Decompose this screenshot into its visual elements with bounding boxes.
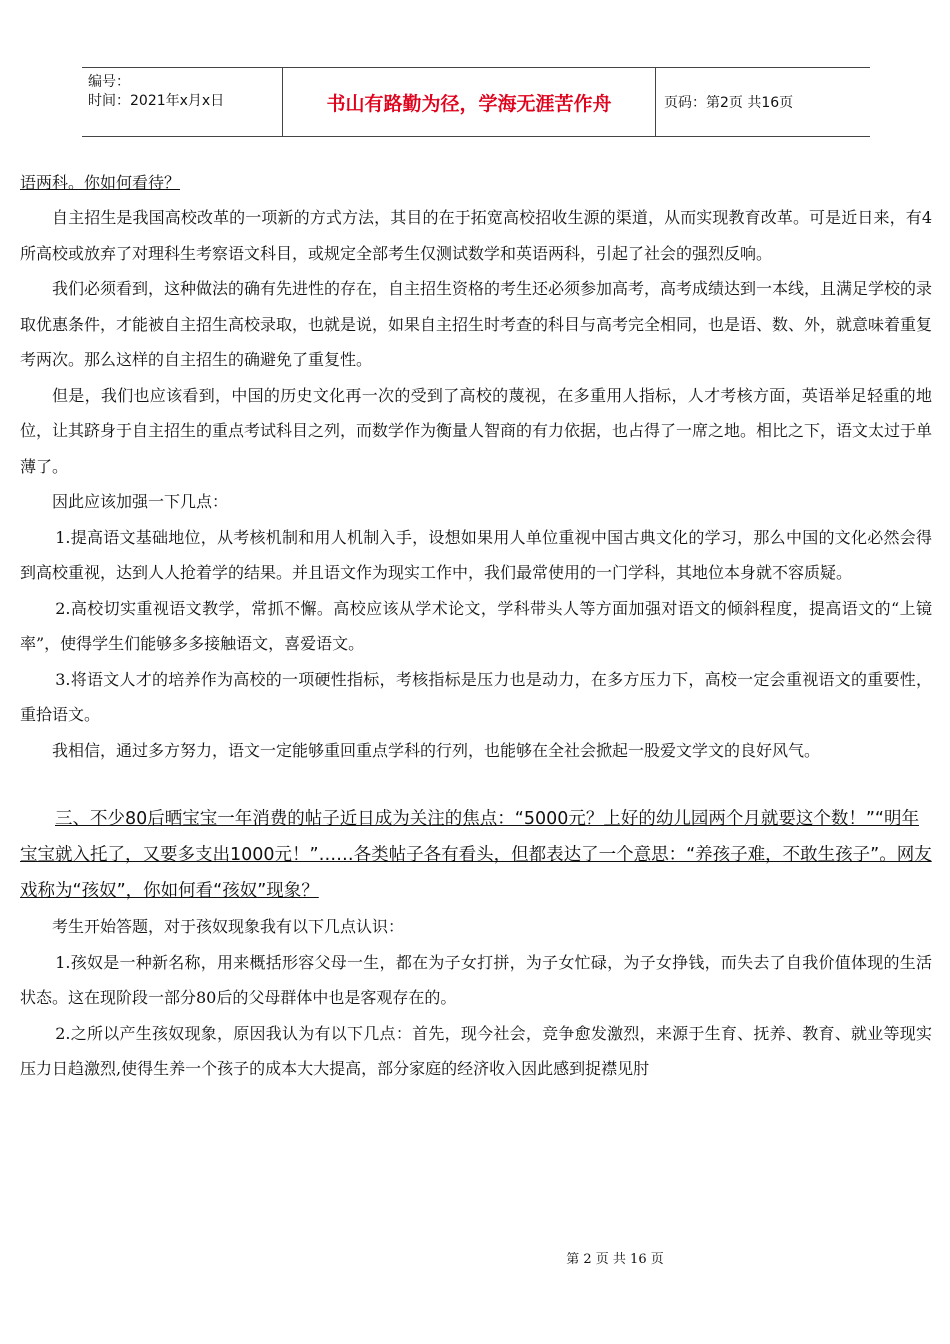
header-motto: 书山有路勤为径，学海无涯苦作舟 <box>282 68 656 136</box>
paragraph: 考生开始答题，对于孩奴现象我有以下几点认识： <box>52 917 405 936</box>
numbered-point: 1.孩奴是一种新名称，用来概括形容父母一生，都在为子女打拼，为子女忙碌，为子女挣钱，而失去了自我价值体现的生活状态。这在现阶段一部分80后的父母群体中也是客观存在的。 <box>20 952 932 1007</box>
numbered-point: 3.将语文人才的培养作为高校的一项硬性指标，考核指标是压力也是动力，在多方压力下，高校一定会重视语文的重要性，重拾语文。 <box>20 669 932 724</box>
numbered-point: 1.提高语文基础地位，从考核机制和用人机制入手，设想如果用人单位重视中国古典文化的学习，那么中国的文化必然会得到高校重视，达到人人抢着学的结果。并且语文作为现实工作中，我们最常使用的一门学科，其地位本身就不容质疑。 <box>20 527 932 582</box>
paragraph: 因此应该加强一下几点： <box>52 492 229 511</box>
numbered-point: 2.高校切实重视语文教学，常抓不懈。高校应该从学术论文，学科带头人等方面加强对语文的倾斜程度，提高语文的“上镜率”，使得学生们能够多多接触语文，喜爱语文。 <box>20 598 932 653</box>
question-tail: 语两科。你如何看待？ <box>20 173 181 192</box>
header-page-code: 页码：第2页 共16页 <box>664 95 794 111</box>
page-footer: 第 2 页 共 16 页 <box>566 1252 664 1267</box>
paragraph: 我们必须看到，这种做法的确有先进性的存在，自主招生资格的考生还必须参加高考，高考成绩达到一本线，且满足学校的录取优惠条件，才能被自主招生高校录取，也就是说，如果自主招生时考查的科目与高考完全相同，也是语、数、外，就意味着重复考两次。那么这样的自主招生的确避免了重复性。 <box>20 279 933 369</box>
paragraph: 自主招生是我国高校改革的一项新的方式方法，其目的在于拓宽高校招收生源的渠道，从而实现教育改革。可是近日来，有4所高校或放弃了对理科生考察语文科目，或规定全部考生仅测试数学和英语两科，引起了社会的强烈反响。 <box>20 208 932 263</box>
section-spacer <box>20 768 932 801</box>
paragraph: 我相信，通过多方努力，语文一定能够重回重点学科的行列，也能够在全社会掀起一股爱文学文的良好风气。 <box>52 740 821 760</box>
numbered-point: 2.之所以产生孩奴现象，原因我认为有以下几点：首先，现今社会，竞争愈发激烈，来源于生育、抚养、教育、就业等现实压力日趋激烈,使得生养一个孩子的成本大大提高，部分家庭的经济收入因此感到捉襟见肘 <box>20 1023 932 1078</box>
document-body <box>20 165 932 1087</box>
page-header <box>82 67 870 137</box>
header-meta <box>82 68 282 136</box>
question-3: 三、不少80后晒宝宝一年消费的帖子近日成为关注的焦点：“5000元？上好的幼儿园两个月就要这个数！”“明年宝宝就入托了，又要多支出1000元！”……各类帖子各有看头，但都表达了一个意思：“养孩子难，不敢生孩子”。网友戏称为“孩奴”，你如何看“孩奴”现象？ <box>20 809 932 901</box>
paragraph: 但是，我们也应该看到，中国的历史文化再一次的受到了高校的蔑视，在多重用人指标，人才考核方面，英语举足轻重的地位，让其跻身于自主招生的重点考试科目之列，而数学作为衡量人智商的有力依据，也占得了一席之地。相比之下，语文太过于单薄了。 <box>20 385 933 476</box>
document-number-label: 编号： <box>88 74 130 90</box>
document-date-label: 时间：2021年x月x日 <box>88 93 225 109</box>
